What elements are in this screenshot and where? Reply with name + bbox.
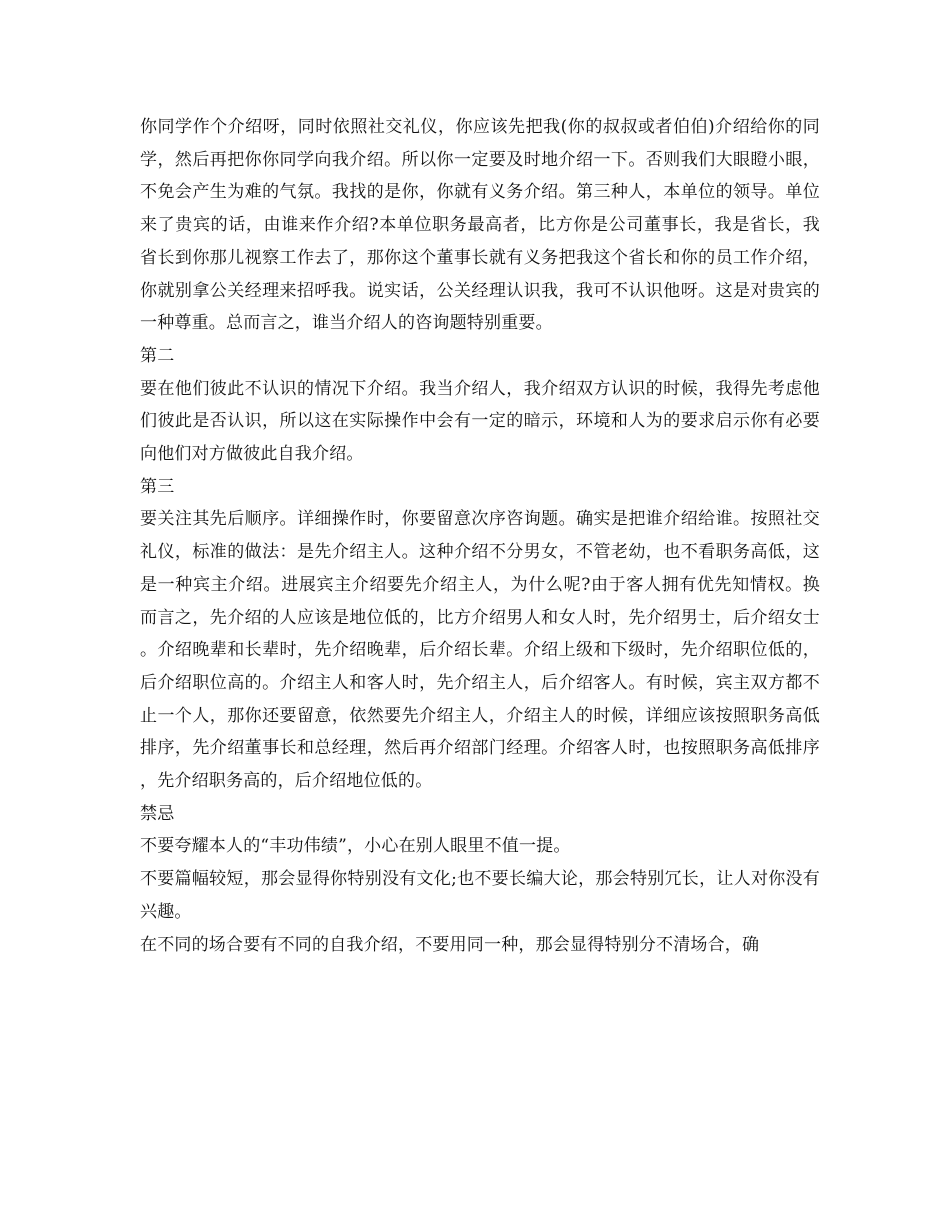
paragraph-introducer-role: 你同学作个介绍呀，同时依照社交礼仪，你应该先把我(你的叔叔或者伯伯)介绍给你的同学，然后再把你你同学向我介绍。所以你一定要及时地介绍一下。否则我们大眼瞪小眼，不免会产生为难的气氛。我找的是你，你就有义务介绍。第三种人，本单位的领导。单位来了贵宾的话，由谁来作介绍?本单位职务最高者，比方你是公司董事长，我是省长，我省长到你那儿视察工作去了，那你这个董事长就有义务把我这个省长和你的员工作介绍，你就别拿公关经理来招呼我。说实话，公关经理认识我，我可不认识他呀。这是对贵宾的一种尊重。总而言之，谁当介绍人的咨询题特别重要。 [140, 117, 820, 334]
section-heading-third: 第三 [140, 476, 175, 497]
document-body [140, 111, 820, 961]
paragraph-second: 要在他们彼此不认识的情况下介绍。我当介绍人，我介绍双方认识的时候，我得先考虑他们彼此是否认识，所以这在实际操作中会有一定的暗示，环境和人为的要求启示你有必要向他们对方做彼此自我介绍。 [140, 378, 820, 465]
paragraph-taboo-3: 在不同的场合要有不同的自我介绍，不要用同一种，那会显得特别分不清场合，确 [140, 934, 760, 955]
paragraph-taboo-1: 不要夸耀本人的“丰功伟绩”，小心在别人眼里不值一提。 [140, 836, 571, 857]
paragraph-taboo-2: 不要篇幅较短，那会显得你特别没有文化;也不要长编大论，那会特别冗长，让人对你没有兴趣。 [140, 869, 820, 922]
section-heading-taboo: 禁忌 [140, 803, 175, 824]
section-heading-second: 第二 [140, 345, 175, 366]
paragraph-third: 要关注其先后顺序。详细操作时，你要留意次序咨询题。确实是把谁介绍给谁。按照社交礼仪，标准的做法：是先介绍主人。这种介绍不分男女，不管老幼，也不看职务高低，这是一种宾主介绍。进展宾主介绍要先介绍主人，为什么呢?由于客人拥有优先知情权。换而言之，先介绍的人应该是地位低的，比方介绍男人和女人时，先介绍男士，后介绍女士。介绍晚辈和长辈时，先介绍晚辈，后介绍长辈。介绍上级和下级时，先介绍职位低的，后介绍职位高的。介绍主人和客人时，先介绍主人，后介绍客人。有时候，宾主双方都不止一个人，那你还要留意，依然要先介绍主人，介绍主人的时候，详细应该按照职务高低排序，先介绍董事长和总经理，然后再介绍部门经理。介绍客人时，也按照职务高低排序，先介绍职务高的，后介绍地位低的。 [140, 509, 820, 792]
